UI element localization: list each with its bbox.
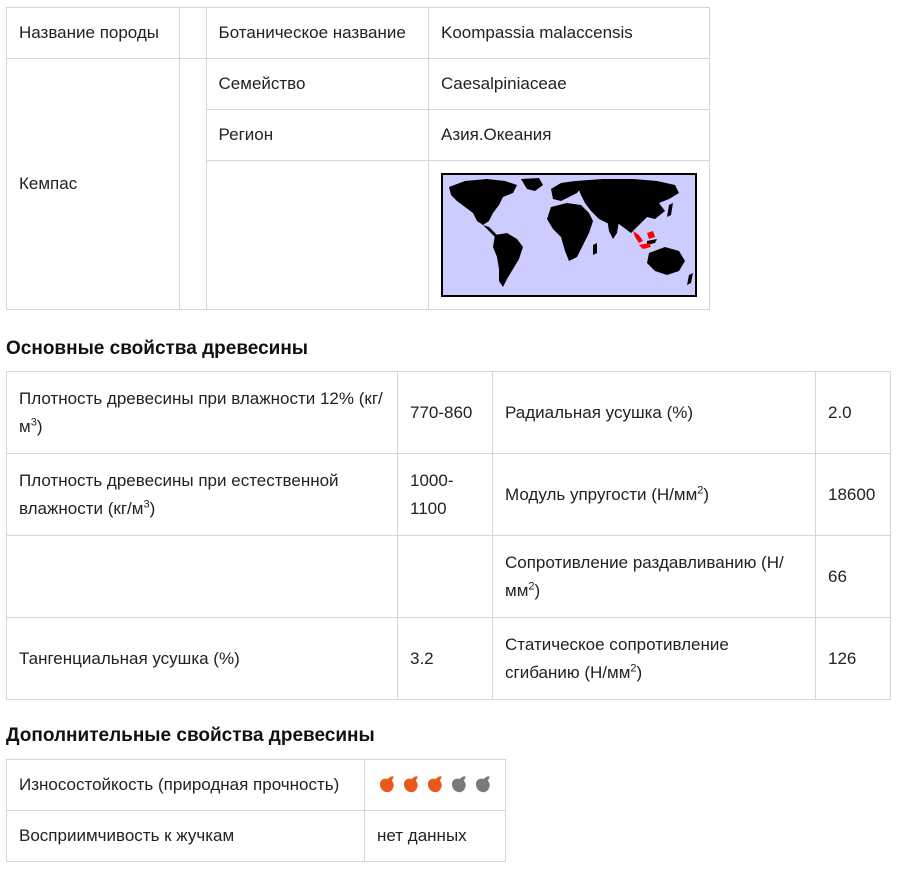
property-value: 126 <box>816 618 891 700</box>
family-value: Caesalpiniaceae <box>441 74 567 93</box>
leaf-icon <box>377 775 397 795</box>
extra-properties-table <box>6 759 506 862</box>
leaf-icon <box>401 775 421 795</box>
table-row <box>7 618 891 700</box>
row-label-cell <box>206 59 428 110</box>
table-row <box>7 454 891 536</box>
leaf-icon <box>473 775 493 795</box>
durability-label: Износостойкость (природная прочность) <box>7 760 365 811</box>
world-map-svg <box>443 175 695 295</box>
insects-label: Восприимчивость к жучкам <box>7 811 365 862</box>
region-label: Регион <box>218 125 274 144</box>
property-label: Плотность древесины при естественной влажности $(кг/м^3)$ <box>7 454 398 536</box>
row-value-cell <box>429 59 710 110</box>
species-header-cell <box>7 8 180 59</box>
durability-rating <box>365 760 506 811</box>
table-row <box>7 8 710 59</box>
property-value: 18600 <box>816 454 891 536</box>
property-value: 1000-1100 <box>398 454 493 536</box>
property-label: Тангенциальная усушка (%) <box>7 618 398 700</box>
property-value <box>398 536 493 618</box>
extra-properties-title: Дополнительные свойства древесины <box>6 725 375 746</box>
property-value: 2.0 <box>816 372 891 454</box>
region-value: Азия.Океания <box>441 125 552 144</box>
leaf-icon <box>449 775 469 795</box>
map-cell <box>429 161 710 310</box>
durability-rating-icons <box>377 775 493 795</box>
property-value: 3.2 <box>398 618 493 700</box>
property-value: 66 <box>816 536 891 618</box>
row-label-cell <box>206 110 428 161</box>
empty-cell <box>206 161 428 310</box>
spacer-cell <box>179 59 206 310</box>
property-label: Сопротивление раздавливанию $(Н/мм^2)$ <box>493 536 816 618</box>
species-name: Кемпас <box>19 174 78 193</box>
table-row <box>7 811 506 862</box>
table-row <box>7 536 891 618</box>
property-label: Плотность древесины при влажности 12% $(кг/м^3)$ <box>7 372 398 454</box>
insects-value: нет данных <box>365 811 506 862</box>
property-value: 770-860 <box>398 372 493 454</box>
species-name-cell <box>7 59 180 310</box>
main-properties-title: Основные свойства древесины <box>6 338 309 359</box>
row-label-cell <box>206 8 428 59</box>
world-map-icon <box>441 173 697 297</box>
table-row <box>7 760 506 811</box>
property-label: Модуль упругости $(Н/мм^2)$ <box>493 454 816 536</box>
family-label: Семейство <box>218 74 306 93</box>
spacer-cell <box>179 8 206 59</box>
property-label: Статическое сопротивление сгибанию $(Н/мм^2)$ <box>493 618 816 700</box>
main-properties-table <box>6 371 891 700</box>
row-value-cell <box>429 8 710 59</box>
species-table <box>6 7 710 310</box>
property-label: Радиальная усушка (%) <box>493 372 816 454</box>
row-value-cell <box>429 110 710 161</box>
species-header: Название породы <box>19 23 160 42</box>
property-label <box>7 536 398 618</box>
botanical-name-label: Ботаническое название <box>218 23 406 42</box>
leaf-icon <box>425 775 445 795</box>
botanical-name-value: Koompassia malaccensis <box>441 23 633 42</box>
table-row <box>7 59 710 110</box>
table-row <box>7 372 891 454</box>
